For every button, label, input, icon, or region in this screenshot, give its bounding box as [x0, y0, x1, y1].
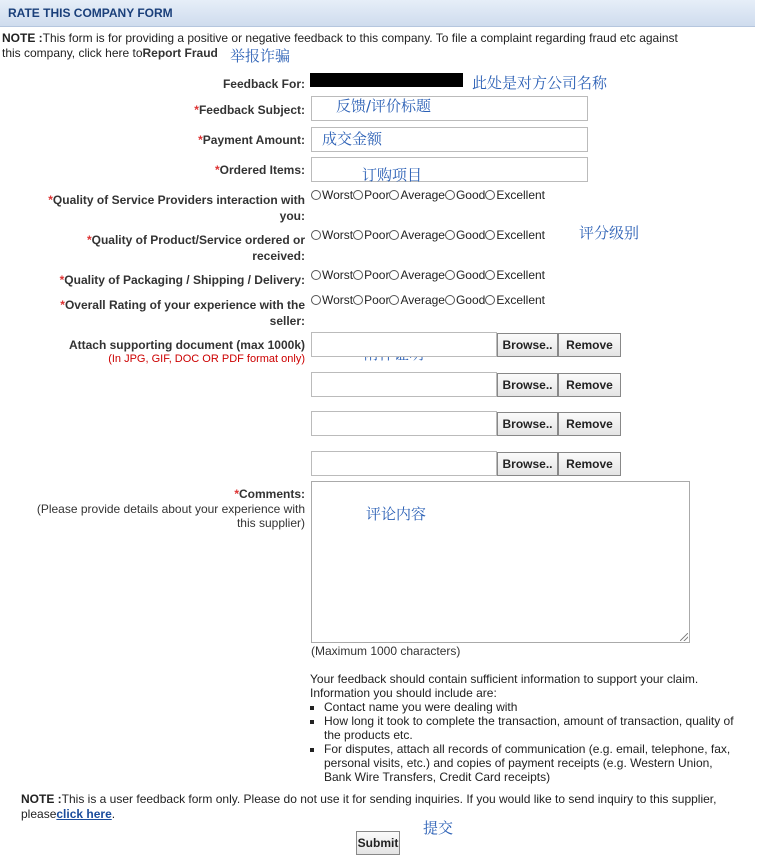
comments-label: *Comments:	[234, 487, 305, 501]
payment-amount-label: *Payment Amount:	[198, 133, 305, 147]
file-path-input-4[interactable]	[311, 451, 497, 476]
radio-worst[interactable]: Worst	[311, 188, 353, 202]
file-path-input-3[interactable]	[311, 411, 497, 436]
radio-excellent[interactable]: Excellent	[485, 268, 545, 282]
attach-format-note: (In JPG, GIF, DOC OR PDF format only)	[108, 353, 305, 365]
resize-grip-icon[interactable]	[680, 633, 688, 641]
bottom-note-label: NOTE :	[21, 792, 62, 806]
annotation-rating: 评分级别	[579, 224, 640, 242]
radio-good[interactable]: Good	[445, 268, 485, 282]
radio-poor[interactable]: Poor	[353, 293, 389, 307]
ordered-items-label: *Ordered Items:	[214, 163, 305, 177]
radio-good[interactable]: Good	[445, 228, 485, 242]
annotation-company-name: 此处是对方公司名称	[472, 74, 608, 92]
radio-excellent[interactable]: Excellent	[485, 293, 545, 307]
annotation-ordered: 订购项目	[362, 166, 423, 184]
top-note-text: This form is for providing a positive or negative feedback to this company. To file a complaint regarding fraud etc against this company, click here to	[2, 31, 678, 60]
list-item: ▪ For disputes, attach all records of communication (e.g. email, telephone, fax, personal visits, etc.) and copies of payment receipts (e.g. Western Union, Bank Wire Transfers, Credit Card receipts)	[324, 742, 740, 784]
remove-button-1[interactable]: Remove	[558, 333, 621, 357]
ordered-items-input[interactable]	[311, 157, 588, 182]
radio-average[interactable]: Average	[389, 188, 444, 202]
radio-average[interactable]: Average	[389, 228, 444, 242]
rating-question-service: *Quality of Service Providers interaction with you:	[48, 193, 305, 223]
top-note-label: NOTE :	[2, 31, 43, 45]
rating-question-product: *Quality of Product/Service ordered or received:	[86, 233, 305, 263]
rating-group-overall	[311, 293, 545, 307]
radio-good[interactable]: Good	[445, 293, 485, 307]
guidelines-intro: Your feedback should contain sufficient information to support your claim. Information you should include are:	[310, 672, 699, 700]
radio-excellent[interactable]: Excellent	[485, 228, 545, 242]
file-path-input-2[interactable]	[311, 372, 497, 397]
inquiry-link[interactable]: click here	[56, 807, 112, 821]
feedback-guidelines	[310, 672, 740, 784]
bottom-note-text: This is a user feedback form only. Please do not use it for sending inquiries. If you would like to send inquiry to this supplier, please	[21, 792, 717, 821]
radio-average[interactable]: Average	[389, 293, 444, 307]
rating-group-product	[311, 228, 545, 242]
remove-button-4[interactable]: Remove	[558, 452, 621, 476]
remove-button-2[interactable]: Remove	[558, 373, 621, 397]
annotation-comments: 评论内容	[366, 505, 427, 523]
annotation-payment: 成交金额	[322, 130, 383, 148]
annotation-submit: 提交	[423, 819, 454, 837]
feedback-for-label: Feedback For:	[222, 77, 305, 91]
radio-good[interactable]: Good	[445, 188, 485, 202]
file-path-input-1[interactable]	[311, 332, 497, 357]
comments-max-note: (Maximum 1000 characters)	[311, 644, 461, 658]
comments-help: (Please provide details about your experience with this supplier)	[36, 502, 305, 530]
annotation-report-fraud: 举报诈骗	[230, 47, 291, 65]
radio-worst[interactable]: Worst	[311, 268, 353, 282]
browse-button-3[interactable]: Browse..	[497, 412, 558, 436]
feedback-subject-label: *Feedback Subject:	[194, 103, 305, 117]
browse-button-4[interactable]: Browse..	[497, 452, 558, 476]
list-item: ▪ Contact name you were dealing with	[324, 700, 740, 714]
rating-group-service	[311, 188, 545, 202]
form-title: RATE THIS COMPANY FORM	[8, 6, 173, 20]
radio-poor[interactable]: Poor	[353, 228, 389, 242]
top-note	[2, 31, 692, 61]
browse-button-2[interactable]: Browse..	[497, 373, 558, 397]
annotation-subject: 反馈/评价标题	[336, 97, 432, 115]
radio-poor[interactable]: Poor	[353, 268, 389, 282]
guidelines-list	[310, 700, 740, 784]
report-fraud-link[interactable]: Report Fraud	[142, 46, 218, 60]
radio-excellent[interactable]: Excellent	[485, 188, 545, 202]
rating-question-shipping: *Quality of Packaging / Shipping / Delivery:	[59, 273, 305, 287]
list-item: ▪ How long it took to complete the transaction, amount of transaction, quality of the products etc.	[324, 714, 740, 742]
attach-label: Attach supporting document (max 1000k)	[68, 338, 305, 352]
rating-question-overall: *Overall Rating of your experience with the seller:	[60, 298, 305, 328]
form-header	[0, 0, 755, 27]
radio-poor[interactable]: Poor	[353, 188, 389, 202]
radio-worst[interactable]: Worst	[311, 228, 353, 242]
radio-average[interactable]: Average	[389, 268, 444, 282]
browse-button-1[interactable]: Browse..	[497, 333, 558, 357]
radio-worst[interactable]: Worst	[311, 293, 353, 307]
remove-button-3[interactable]: Remove	[558, 412, 621, 436]
bottom-note: NOTE :This is a user feedback form only. Please do not use it for sending inquiries. If you would like to send inquiry to this supplier, pleaseclick here.	[21, 792, 717, 821]
rating-group-shipping	[311, 268, 545, 282]
company-name-redacted	[310, 73, 463, 87]
submit-button[interactable]: Submit	[356, 831, 400, 855]
